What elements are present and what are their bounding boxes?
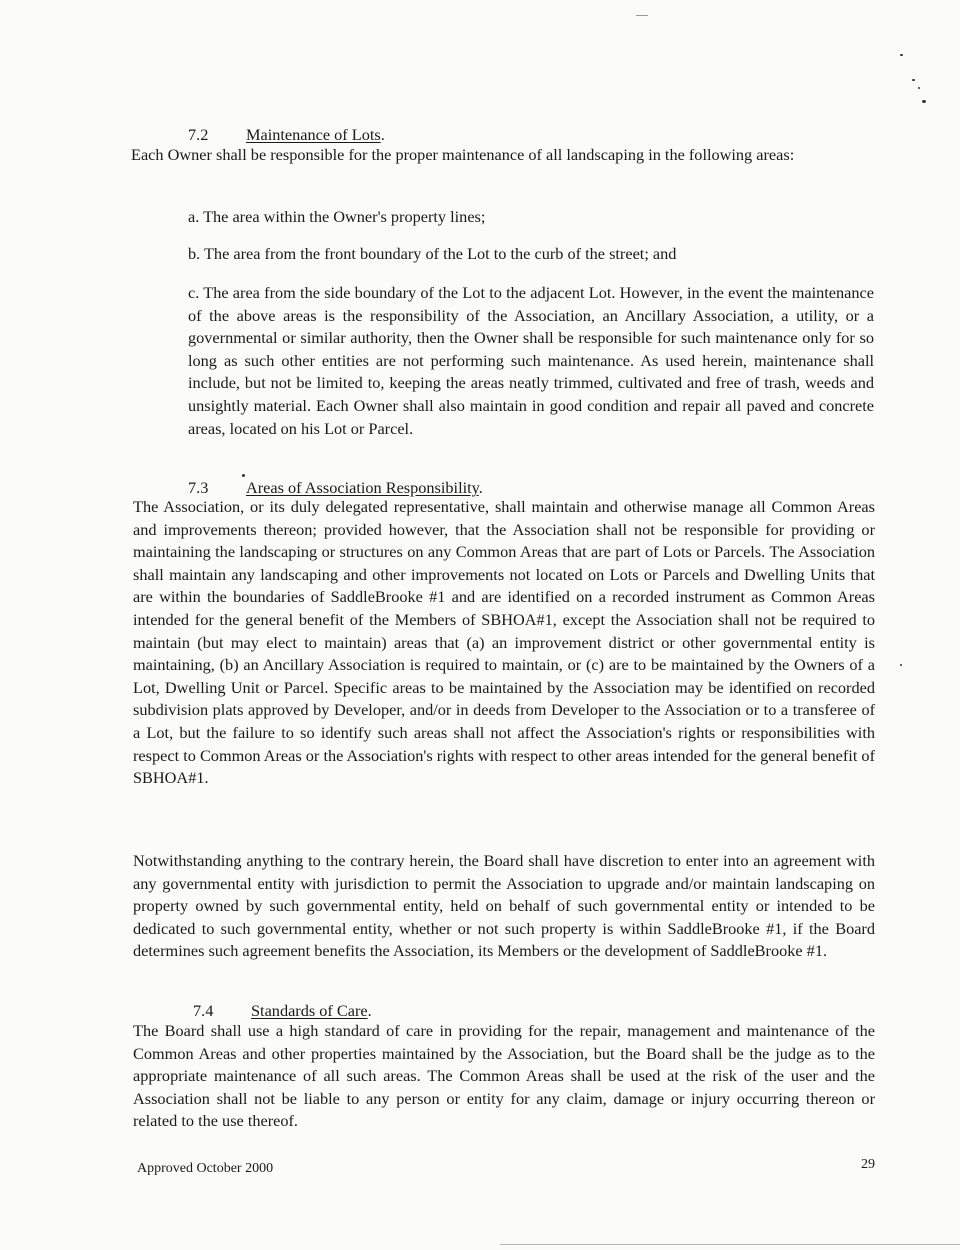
list-item-a: a. The area within the Owner's property lines;	[188, 207, 486, 226]
list-item-c: c. The area from the side boundary of the Lot to the adjacent Lot. However, in the event the maintenance of the above areas is the responsibility of the Association, an Ancillary Association, a utility, or a governmental or similar authority, then the Owner shall be responsible for such maintenance only for so long as such other entities are not performing such maintenance. As used herein, maintenance shall include, but not be limited to, keeping the areas neatly trimmed, cultivated and free of trash, weeds and unsightly material. Each Owner shall also maintain in good condition and repair all paved and concrete areas, located on his Lot or Parcel.	[188, 283, 874, 438]
section-title: Standards of Care	[251, 1001, 368, 1020]
section-7-3-paragraph-1: The Association, or its duly delegated representative, shall maintain and otherwise manage all Common Areas and improvements thereon; provided however, that the Association shall not be responsible for providing or maintaining the landscaping or structures on any Common Areas that are part of Lots or Parcels. The Association shall maintain any landscaping and other improvements not located on Lots or Parcels and Dwelling Units that are within the boundaries of SaddleBrooke #1 and are identified on a recorded instrument as Common Areas intended for the general benefit of the Members of SBHOA#1, except the Association shall not be required to maintain (but may elect to maintain) areas that (a) an improvement district or other governmental entity is maintaining, (b) an Ancillary Association is required to maintain, or (c) are to be maintained by the Owners of a Lot, Dwelling Unit or Parcel. Specific areas to be maintained by the Association may be identified on recorded subdivision plats approved by Developer, and/or in deeds from Developer to the Association or to a transferee of a Lot, but the failure to so identify such areas shall not affect the Association's rights or responsibilities with respect to Common Areas or the Association's rights with respect to other areas intended for the general benefit of SBHOA#1.	[133, 497, 875, 788]
section-7-2-intro: Each Owner shall be responsible for the proper maintenance of all landscaping in the following areas:	[131, 145, 795, 164]
scan-speck	[922, 100, 926, 103]
section-number: 7.2	[188, 125, 209, 144]
section-title-punctuation: .	[380, 125, 385, 144]
scan-speck	[918, 87, 920, 89]
scan-speck	[900, 54, 903, 56]
section-title-punctuation: .	[367, 1001, 372, 1020]
section-number: 7.3	[188, 478, 209, 497]
section-7-3-paragraph-2: Notwithstanding anything to the contrary herein, the Board shall have discretion to enter into an agreement with any governmental entity with jurisdiction to permit the Association to upgrade and/or maintain landscaping on property owned by such governmental entity, held on behalf of such governmental entity or intended to be dedicated to such governmental entity, whether or not such property is within SaddleBrooke #1, if the Board determines such agreement benefits the Association, its Members or the development of SaddleBrooke #1.	[133, 851, 875, 961]
section-7-2-heading	[188, 124, 385, 146]
section-title-punctuation: .	[478, 478, 483, 497]
scan-edge-line	[500, 1244, 960, 1245]
page-number: 29	[861, 1157, 875, 1172]
section-7-4-paragraph: The Board shall use a high standard of care in providing for the repair, management and maintenance of the Common Areas and other properties maintained by the Association, but the Board shall be the judge as to the appropriate maintenance of all such areas. The Common Areas shall be used at the risk of the user and the Association shall not be liable to any person or entity for any claim, damage or injury occurring thereon or related to the use thereof.	[133, 1021, 875, 1131]
approval-date: Approved October 2000	[137, 1161, 274, 1176]
list-item-b: b. The area from the front boundary of the Lot to the curb of the street; and	[188, 244, 677, 263]
section-title: Maintenance of Lots	[246, 125, 381, 144]
scan-speck	[900, 664, 902, 666]
section-title: Areas of Association Responsibility	[246, 478, 479, 497]
section-7-4-heading	[193, 1000, 372, 1022]
scan-speck	[912, 79, 915, 81]
section-number: 7.4	[193, 1001, 214, 1020]
scan-mark-top	[636, 15, 648, 16]
